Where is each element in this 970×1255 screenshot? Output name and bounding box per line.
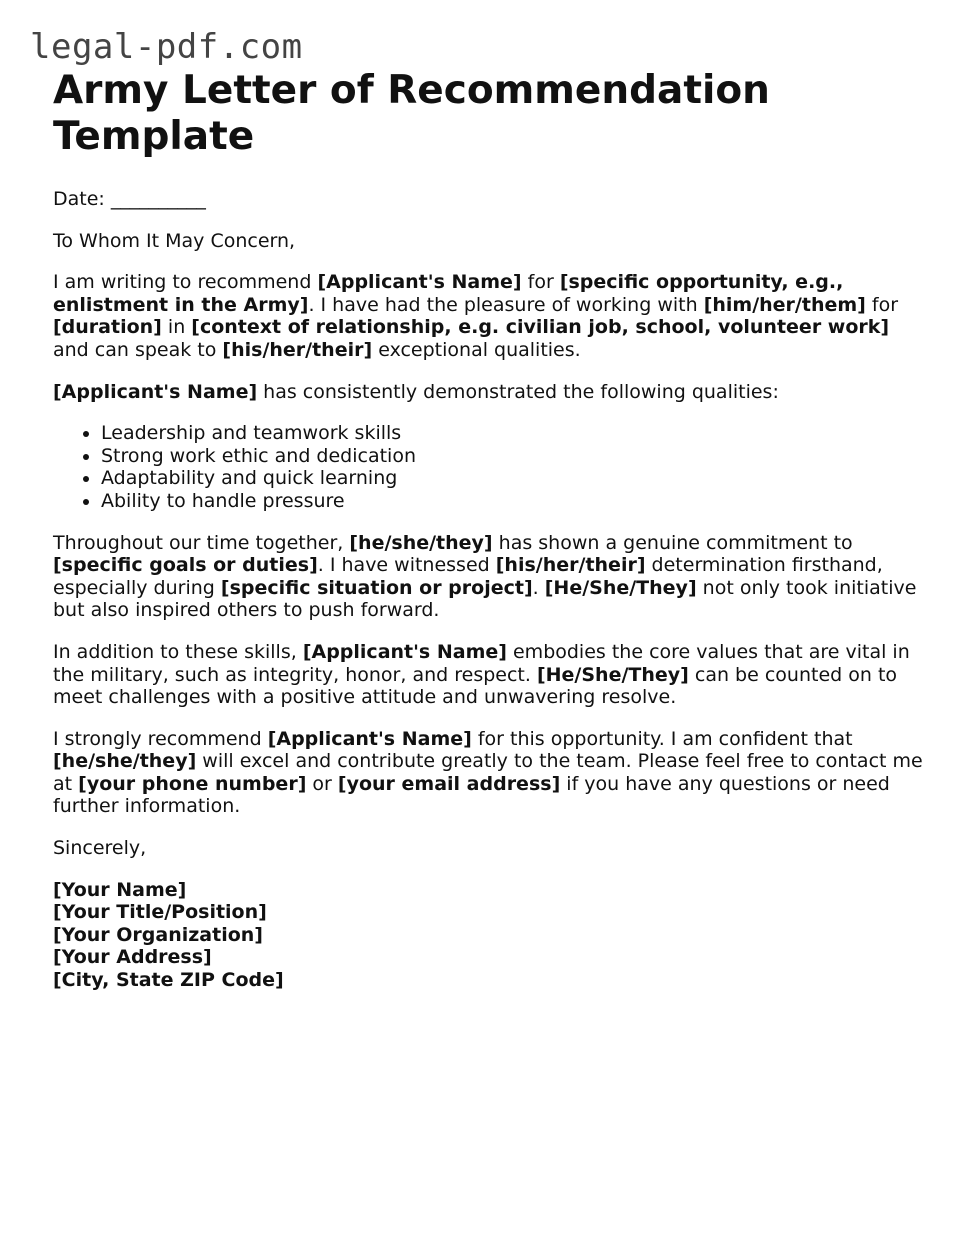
closing: Sincerely, [53, 837, 147, 860]
text: if you have any questions or need further information. [53, 772, 890, 818]
placeholder: [Applicant's Name] [317, 271, 522, 294]
text: for [865, 293, 899, 316]
signature-organization: [Your Organization] [53, 923, 263, 946]
paragraph-values [53, 641, 923, 709]
placeholder: [him/her/them] [703, 293, 866, 316]
signature-city: [City, State ZIP Code] [53, 969, 284, 992]
text: and can speak to [53, 338, 223, 361]
text: has shown a genuine commitment to [492, 531, 853, 554]
text: or [306, 772, 338, 795]
text: . I have witnessed [317, 554, 496, 577]
signature-address: [Your Address] [53, 946, 212, 969]
page-title: Army Letter of Recommendation Template [53, 68, 770, 159]
placeholder: [specific opportunity, e.g., enlistment in the Army] [53, 271, 844, 316]
text: not only took initiative but also inspired others to push forward. [53, 576, 917, 622]
text: I strongly recommend [53, 727, 268, 750]
watermark: legal-pdf.com [30, 27, 303, 67]
signature-title: [Your Title/Position] [53, 901, 267, 924]
text: determination firsthand, especially during [53, 554, 883, 599]
placeholder: [his/her/their] [495, 554, 646, 577]
list-item: • Adaptability and quick learning [101, 467, 923, 490]
signature-block [53, 879, 923, 992]
placeholder: [your phone number] [78, 772, 307, 795]
text: Throughout our time together, [53, 531, 350, 554]
paragraph-intro [53, 271, 923, 361]
placeholder: [Applicant's Name] [53, 380, 258, 403]
paragraph-recommendation [53, 728, 923, 818]
text: for this opportunity. I am confident that [471, 727, 853, 750]
salutation: To Whom It May Concern, [53, 229, 296, 252]
placeholder: [he/she/they] [53, 750, 197, 773]
list-item: • Leadership and teamwork skills [101, 422, 923, 445]
letter-body [53, 68, 923, 992]
placeholder: [specific goals or duties] [53, 554, 318, 577]
placeholder: [Applicant's Name] [302, 640, 507, 663]
placeholder: [duration] [53, 316, 162, 339]
date-line: Date: __________ [53, 188, 206, 210]
text: will excel and contribute greatly to the team. Please feel free to contact me at [53, 750, 923, 795]
text: in [161, 316, 192, 339]
placeholder: [specific situation or project] [220, 576, 533, 599]
text: I am writing to recommend [53, 271, 318, 294]
placeholder: [He/She/They] [536, 663, 689, 686]
placeholder: [his/her/their] [222, 338, 373, 361]
placeholder: [Applicant's Name] [267, 727, 472, 750]
text: for [521, 271, 560, 294]
list-item: • Strong work ethic and dedication [101, 445, 923, 468]
paragraph-qualities-intro [53, 381, 923, 404]
text: embodies the core values that are vital in the military, such as integrity, honor, and respect. [53, 640, 910, 686]
list-item: • Ability to handle pressure [101, 490, 923, 513]
text: exceptional qualities. [372, 338, 581, 361]
signature-name: [Your Name] [53, 878, 187, 901]
paragraph-commitment [53, 532, 923, 622]
text: . I have had the pleasure of working with [308, 293, 704, 316]
placeholder: [he/she/they] [349, 531, 493, 554]
placeholder: [He/She/They] [544, 576, 697, 599]
text: has consistently demonstrated the following qualities: [257, 380, 779, 403]
text: . [532, 576, 545, 599]
text: can be counted on to meet challenges with a positive attitude and unwavering resolve. [53, 663, 898, 709]
placeholder: [your email address] [337, 772, 561, 795]
qualities-list [53, 422, 923, 512]
text: In addition to these skills, [53, 640, 303, 663]
placeholder: [context of relationship, e.g. civilian job, school, volunteer work] [191, 316, 890, 339]
